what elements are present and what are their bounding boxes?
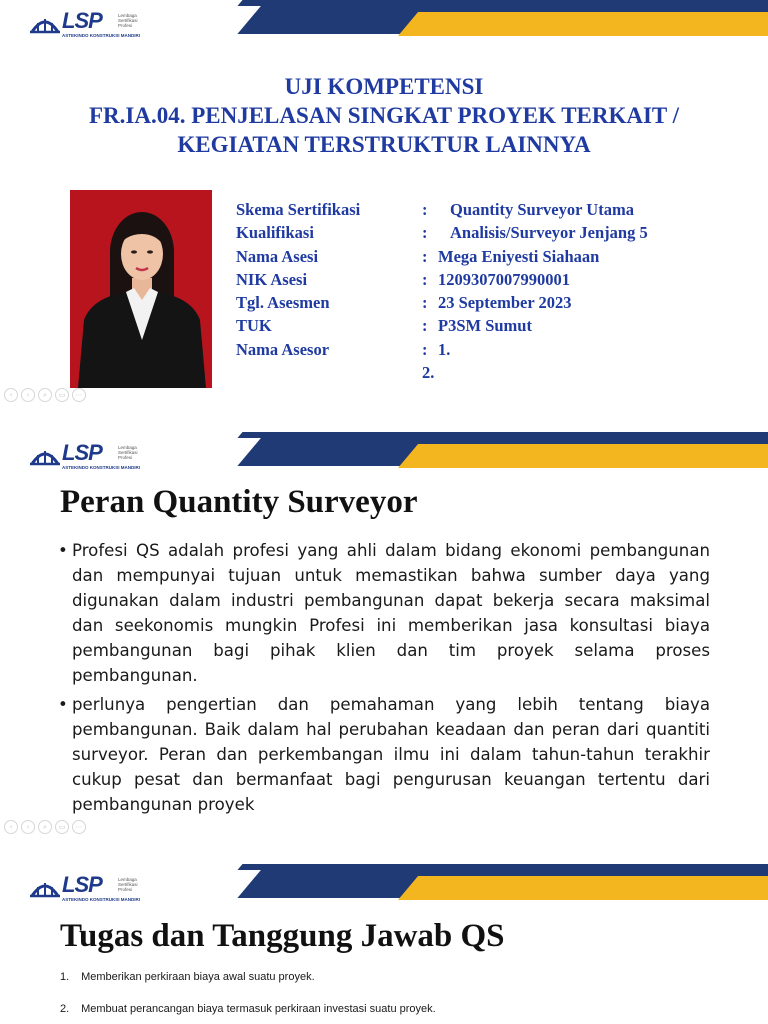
asesi-photo xyxy=(70,190,212,388)
logo-subtitle: Lembaga Sertifikasi Profesi xyxy=(118,877,138,892)
list-number: 1. xyxy=(60,971,70,983)
more-icon[interactable]: ⋯ xyxy=(72,820,86,834)
slide-heading: Tugas dan Tanggung Jawab QS xyxy=(60,918,505,954)
bullet-item: • Profesi QS adalah profesi yang ahli dalam bidang ekonomi pembangunan dan mempunyai tujuan untuk memastikan bahwa sumber daya yang digunakan dalam industri pembangunan dapat bekerja secara maksimal dan seekonomis mungkin Profesi ini memberikan jasa konsultasi biaya pembangunan bagi pihak klien dan tim proyek selama proses pembangunan. xyxy=(58,538,710,688)
title-line-1: UJI KOMPETENSI xyxy=(284,74,484,99)
info-label: Nama Asesor xyxy=(236,339,330,359)
info-value: 1. xyxy=(438,339,451,359)
slide-heading: Peran Quantity Surveyor xyxy=(60,484,418,520)
logo-subtitle: Lembaga Sertifikasi Profesi xyxy=(118,445,138,460)
list-text: Membuat perancangan biaya termasuk perkiraan investasi suatu proyek. xyxy=(81,1003,436,1015)
logo-text: LSP xyxy=(62,8,102,33)
slide-peran xyxy=(0,432,768,842)
info-colon: : xyxy=(422,339,428,359)
list-text: Memberikan perkiraan biaya awal suatu proyek. xyxy=(81,971,315,983)
lsp-logo xyxy=(30,10,150,42)
info-row-asesor-2 xyxy=(236,361,736,384)
info-value: Analisis/Surveyor Jenjang 5 xyxy=(450,223,648,243)
info-value: 2. xyxy=(422,363,435,383)
logo-org: ASTEKINDO KONSTRUKSI MANDIRI xyxy=(62,33,141,38)
bullet-list xyxy=(58,538,710,821)
more-icon[interactable]: ⋯ xyxy=(72,388,86,402)
slide-cover xyxy=(0,0,768,410)
info-value: Quantity Surveyor Utama xyxy=(450,200,634,219)
logo-subtitle: Lembaga Sertifikasi Profesi xyxy=(118,13,138,28)
lsp-logo xyxy=(30,442,150,474)
slide-gap xyxy=(0,842,768,864)
slide-tugas xyxy=(0,864,768,1024)
info-colon: : xyxy=(422,316,428,336)
zoom-icon[interactable]: ⌕ xyxy=(38,388,52,402)
lsp-logo xyxy=(30,874,150,906)
info-row-kualifikasi xyxy=(236,221,736,244)
info-label: Nama Asesi xyxy=(236,246,319,266)
logo-org: ASTEKINDO KONSTRUKSI MANDIRI xyxy=(62,897,141,902)
info-label: TUK xyxy=(236,316,272,336)
info-row-tuk xyxy=(236,314,736,337)
header-band-yellow xyxy=(398,12,768,36)
slides-icon[interactable]: ▭ xyxy=(55,388,69,402)
header-band-yellow xyxy=(398,876,768,900)
info-value: 23 September 2023 xyxy=(438,293,572,313)
info-colon: : xyxy=(422,293,428,313)
info-colon: : xyxy=(422,246,428,266)
info-row-skema xyxy=(236,198,736,221)
prev-icon[interactable]: ‹ xyxy=(4,820,18,834)
bridge-arch-icon xyxy=(30,10,60,40)
info-row-nik xyxy=(236,268,736,291)
bullet-item: • perlunya pengertian dan pemahaman yang lebih tentang biaya pembangunan. Baik dalam hal perubahan keadaan dan peran dari quantiti surveyor. Peran dan perkembangan ilmu ini dalam tahun-tahun terakhir cukup pesat dan bermanfaat bagi pengurusan keuangan tertentu dari pembangunan proyek xyxy=(58,692,710,817)
logo-text: LSP xyxy=(62,440,102,465)
info-value: P3SM Sumut xyxy=(438,316,532,336)
zoom-icon[interactable]: ⌕ xyxy=(38,820,52,834)
title-line-2: FR.IA.04. PENJELASAN SINGKAT PROYEK TERKAIT / xyxy=(88,103,679,128)
info-value: 1209307007990001 xyxy=(438,269,570,289)
info-table xyxy=(236,198,736,384)
list-item xyxy=(60,970,710,1002)
info-value: Mega Eniyesti Siahaan xyxy=(438,246,600,266)
info-colon: : xyxy=(422,200,428,219)
list-number: 2. xyxy=(60,1003,70,1015)
page-title xyxy=(0,72,768,159)
title-line-3: KEGIATAN TERSTRUKTUR LAINNYA xyxy=(177,132,591,157)
slide-nav-controls xyxy=(4,388,86,402)
logo-org: ASTEKINDO KONSTRUKSI MANDIRI xyxy=(62,465,141,470)
info-label: Kualifikasi xyxy=(236,223,314,243)
numbered-list xyxy=(60,970,710,1024)
slides-icon[interactable]: ▭ xyxy=(55,820,69,834)
logo-text: LSP xyxy=(62,872,102,897)
info-label: Tgl. Asesmen xyxy=(236,293,330,313)
info-row-asesor xyxy=(236,338,736,361)
bridge-arch-icon xyxy=(30,442,60,472)
portrait-illustration xyxy=(70,190,212,388)
prev-icon[interactable]: ‹ xyxy=(4,388,18,402)
info-colon: : xyxy=(422,223,428,243)
next-icon[interactable]: › xyxy=(21,388,35,402)
slide-nav-controls xyxy=(4,820,86,834)
slide-gap xyxy=(0,410,768,432)
info-colon: : xyxy=(422,269,428,289)
header-band-yellow xyxy=(398,444,768,468)
bridge-arch-icon xyxy=(30,874,60,904)
info-row-nama-asesi xyxy=(236,245,736,268)
info-row-tgl xyxy=(236,291,736,314)
list-item xyxy=(60,1002,710,1024)
next-icon[interactable]: › xyxy=(21,820,35,834)
info-label: NIK Asesi xyxy=(236,269,308,289)
info-label: Skema Sertifikasi xyxy=(236,200,361,219)
